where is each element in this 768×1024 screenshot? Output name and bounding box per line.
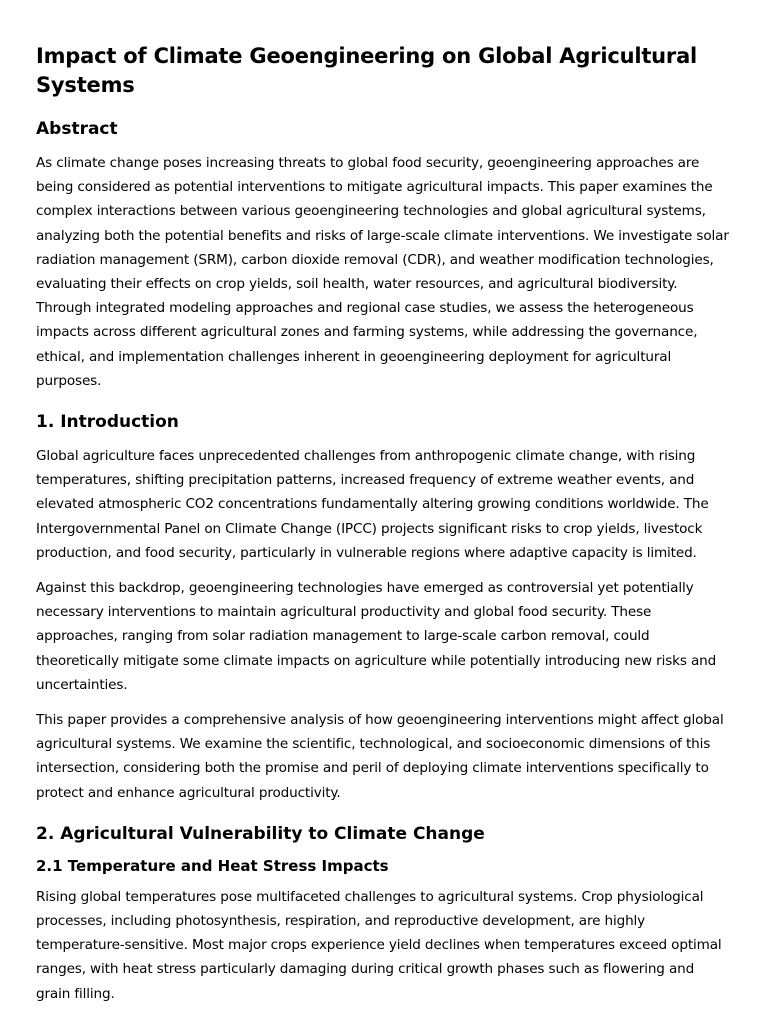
subsection-2-1-heading: 2.1 Temperature and Heat Stress Impacts: [36, 856, 389, 875]
paper-title: Impact of Climate Geoengineering on Global Agricultural Systems: [36, 44, 698, 97]
abstract-text: As climate change poses increasing threats to global food security, geoengineering approaches are being considered as potential interventions to mitigate agricultural impacts. This paper examines the complex interactions between various geoengineering technologies and global agricultural systems, analyzing both the potential benefits and risks of large-scale climate interventions. We investigate solar radiation management (SRM), carbon dioxide removal (CDR), and weather modification technologies, evaluating their effects on crop yields, soil health, water resources, and agricultural biodiversity. Through integrated modeling approaches and regional case studies, we assess the heterogeneous impacts across different agricultural zones and farming systems, while addressing the governance, ethical, and implementation challenges inherent in geoengineering deployment for agricultural purposes.: [36, 155, 729, 389]
subsection-2-1-text: Rising global temperatures pose multifaceted challenges to agricultural systems. Crop physiological processes, including photosynthesis, respiration, and reproductive development, are highly temperature-sensitive. Most major crops experience yield declines when temperatures exceed optimal ranges, with heat stress particularly damaging during critical growth phases such as flowering and grain filling.: [36, 888, 722, 1002]
introduction-heading: 1. Introduction: [36, 412, 179, 433]
abstract-heading: Abstract: [36, 119, 118, 139]
introduction-paragraph-2: Against this backdrop, geoengineering technologies have emerged as controversial yet potentially necessary interventions to maintain agricultural productivity and global food security. These approaches, ranging from solar radiation management to large-scale carbon removal, could theoretically mitigate some climate impacts on agriculture while potentially introducing new risks and uncertainties.: [36, 580, 717, 693]
introduction-paragraph-1: Global agriculture faces unprecedented challenges from anthropogenic climate change, with rising temperatures, shifting precipitation patterns, increased frequency of extreme weather events, and elevated atmospheric CO2 concentrations fundamentally altering growing conditions worldwide. The Intergovernmental Panel on Climate Change (IPCC) projects significant risks to crop yields, livestock production, and food security, particularly in vulnerable regions where adaptive capacity is limited.: [36, 448, 709, 561]
section-2-heading: 2. Agricultural Vulnerability to Climate Change: [36, 823, 485, 844]
introduction-paragraph-3: This paper provides a comprehensive analysis of how geoengineering interventions might affect global agricultural systems. We examine the scientific, technological, and socioeconomic dimensions of this intersection, considering both the promise and peril of deploying climate interventions specifically to protect and enhance agricultural productivity.: [36, 712, 724, 801]
